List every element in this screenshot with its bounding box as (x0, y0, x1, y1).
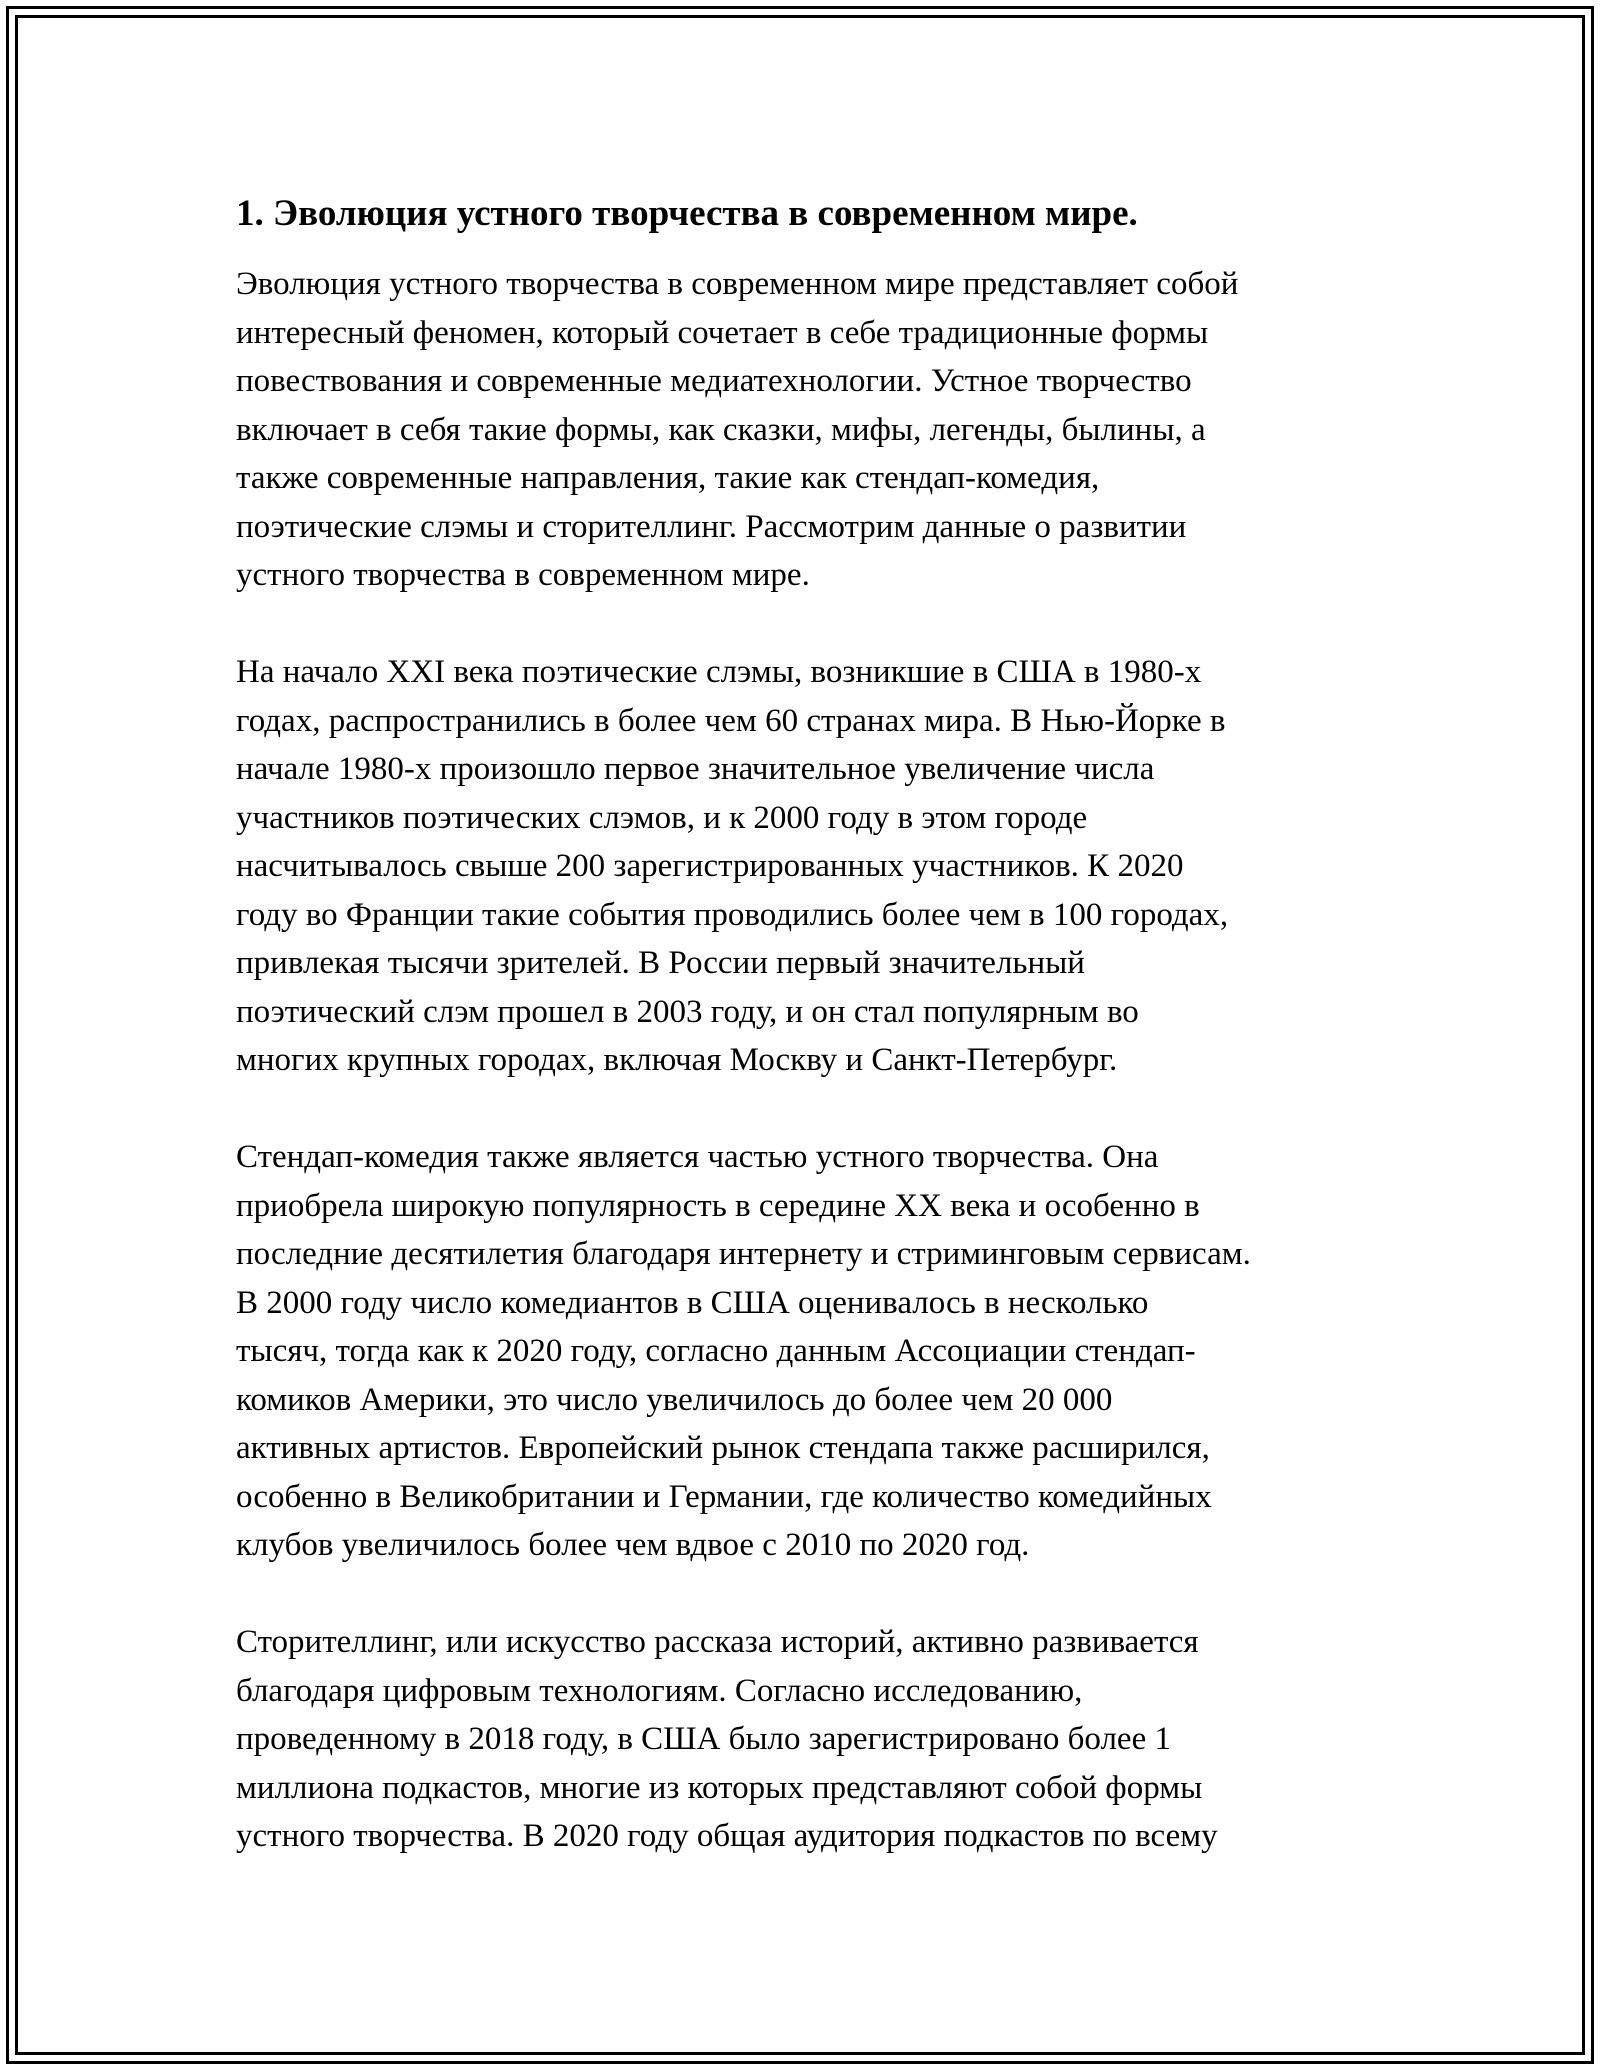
text-line: также современные направления, такие как стендап-комедия, (236, 460, 1100, 496)
text-line: насчитывалось свыше 200 зарегистрированных участников. К 2020 (236, 848, 1184, 884)
text-line: устного творчества в современном мире. (236, 557, 810, 593)
text-line: комиков Америки, это число увеличилось до более чем 20 000 (236, 1381, 1113, 1418)
text-line: годах, распространились в более чем 60 странах мира. В Нью-Йорке в (236, 702, 1226, 739)
text-line: клубов увеличилось более чем вдвое с 2010 по 2020 год. (236, 1527, 1030, 1563)
text-line: тысяч, тогда как к 2020 году, согласно данным Ассоциации стендап- (236, 1333, 1196, 1369)
text-line: На начало XXI века поэтические слэмы, возникшие в США в 1980-х (236, 654, 1202, 690)
text-line: Сторителлинг, или искусство рассказа историй, активно развивается (236, 1624, 1199, 1660)
text-line: В 2000 году число комедиантов в США оценивалось в несколько (236, 1284, 1149, 1321)
text-line: устного творчества. В 2020 году общая аудитория подкастов по всему (236, 1818, 1218, 1854)
text-line: интересный феномен, который сочетает в себе традиционные формы (236, 314, 1209, 351)
text-line: поэтические слэмы и сторителлинг. Рассмотрим данные о развитии (236, 508, 1187, 545)
text-line: особенно в Великобритании и Германии, где количество комедийных (236, 1478, 1212, 1515)
text-line: участников поэтических слэмов, и к 2000 году в этом городе (236, 799, 1088, 836)
paragraph-intro (236, 260, 1376, 600)
text-line: многих крупных городах, включая Москву и Санкт-Петербург. (236, 1042, 1118, 1078)
section-heading: 1. Эволюция устного творчества в современном мире. (236, 193, 1138, 234)
text-line: включает в себя такие формы, как сказки, мифы, легенды, былины, а (236, 411, 1206, 448)
text-line: привлекая тысячи зрителей. В России первый значительный (236, 945, 1085, 981)
text-line: миллиона подкастов, многие из которых представляют собой формы (236, 1769, 1203, 1806)
text-line: последние десятилетия благодаря интернету и стриминговым сервисам. (236, 1236, 1251, 1272)
text-line: повествования и современные медиатехнологии. Устное творчество (236, 363, 1192, 399)
document-body (236, 186, 1376, 1909)
text-line: приобрела широкую популярность в середине XX века и особенно в (236, 1187, 1200, 1224)
text-line: Стендап-комедия также является частью устного творчества. Она (236, 1139, 1159, 1175)
paragraph-storytelling (236, 1618, 1376, 1861)
text-line: активных артистов. Европейский рынок стендапа также расширился, (236, 1430, 1210, 1466)
text-line: благодаря цифровым технологиям. Согласно исследованию, (236, 1672, 1083, 1709)
paragraph-standup (236, 1133, 1376, 1570)
text-line: начале 1980-х произошло первое значительное увеличение числа (236, 751, 1155, 787)
paragraph-poetry-slams (236, 648, 1376, 1085)
text-line: году во Франции такие события проводились более чем в 100 городах, (236, 896, 1229, 933)
text-line: поэтический слэм прошел в 2003 году, и он стал популярным во (236, 993, 1139, 1030)
text-line: Эволюция устного творчества в современном мире представляет собой (236, 266, 1239, 302)
text-line: проведенному в 2018 году, в США было зарегистрировано более 1 (236, 1721, 1171, 1757)
